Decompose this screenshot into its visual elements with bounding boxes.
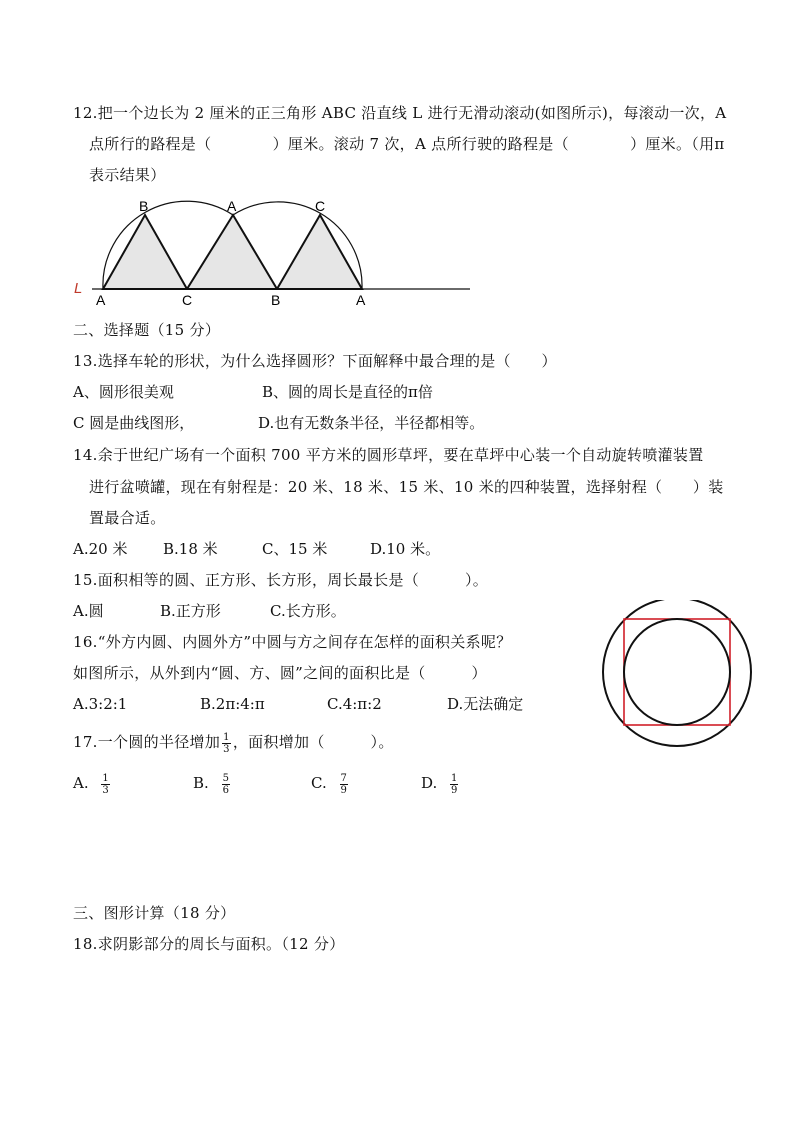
q17-option-c-label: C. xyxy=(311,774,327,792)
q15-option-a: A.圆 xyxy=(73,602,104,620)
q17-option-d-num: 1 xyxy=(451,772,458,784)
shaded-triangle-2 xyxy=(187,215,277,289)
q13-question: 13.选择车轮的形状，为什么选择圆形？下面解释中最合理的是（ ） xyxy=(73,352,557,370)
q18-question: 18.求阴影部分的周长与面积。（12 分） xyxy=(73,935,345,953)
q17-option-c-num: 7 xyxy=(340,772,347,784)
q12-line3: 表示结果） xyxy=(89,166,166,184)
q17-option-a-den: 3 xyxy=(102,784,109,796)
q12-line2: 点所行的路程是（ ）厘米。滚动 7 次，A 点所行驶的路程是（ ）厘米。（用π xyxy=(89,135,725,153)
bottom-label-a1: A xyxy=(96,292,106,308)
inner-circle xyxy=(624,619,730,725)
line-label-l: L xyxy=(74,280,83,297)
q17-suffix: ，面积增加（ ）。 xyxy=(232,733,394,751)
q17-frac-den: 3 xyxy=(223,743,230,755)
bottom-label-a2: A xyxy=(356,292,366,308)
q13-option-d: D.也有无数条半径，半径都相等。 xyxy=(258,414,485,432)
q17-option-a-label: A. xyxy=(73,774,89,792)
bottom-label-b: B xyxy=(271,292,281,308)
q17-option-c-den: 9 xyxy=(340,784,347,796)
q15-option-c: C.长方形。 xyxy=(270,602,346,620)
q13-option-a: A、圆形很美观 xyxy=(73,383,174,401)
shaded-triangle-1 xyxy=(103,215,187,289)
q15-question: 15.面积相等的圆、正方形、长方形，周长最长是（ ）。 xyxy=(73,571,489,589)
q17-option-a xyxy=(73,770,112,796)
rolling-triangle-figure xyxy=(70,195,480,310)
q16-option-c: C.4:π:2 xyxy=(327,695,382,713)
top-label-b: B xyxy=(139,198,149,214)
q14-line3: 置最合适。 xyxy=(89,509,166,527)
q17-option-b-frac xyxy=(222,773,230,796)
q17-option-d-label: D. xyxy=(421,774,438,792)
section2-title: 二、选择题（15 分） xyxy=(73,321,221,339)
q16-option-d: D.无法确定 xyxy=(447,695,524,713)
q16-line2: 如图所示，从外到内“圆、方、圆”之间的面积比是（ ） xyxy=(73,664,487,682)
q14-line1: 14.余于世纪广场有一个面积 700 平方米的圆形草坪，要在草坪中心装一个自动旋转喷灌装置 xyxy=(73,446,704,464)
q14-option-d: D.10 米。 xyxy=(370,540,441,558)
q17-option-d-den: 9 xyxy=(451,784,458,796)
q17-option-b-num: 5 xyxy=(222,772,229,784)
q13-option-c: C 圆是曲线图形， xyxy=(73,414,195,432)
bottom-label-c: C xyxy=(182,292,193,308)
q17-option-d-frac xyxy=(450,773,458,796)
q14-option-b: B.18 米 xyxy=(163,540,218,558)
q17-option-b xyxy=(193,770,232,796)
q17-prefix: 17.一个圆的半径增加 xyxy=(73,733,221,751)
q12-line1: 12.把一个边长为 2 厘米的正三角形 ABC 沿直线 L 进行无滑动滚动(如图所示)，每滚动一次，A xyxy=(73,104,727,122)
q14-line2: 进行盆喷罐，现在有射程是：20 米、18 米、15 米、10 米的四种装置，选择射程（ ）装 xyxy=(89,478,724,496)
top-label-c: C xyxy=(315,198,326,214)
q17-frac-num: 1 xyxy=(223,731,230,743)
q17-option-c xyxy=(311,770,350,796)
top-label-a: A xyxy=(227,198,237,214)
q17-question xyxy=(73,730,394,754)
q14-option-a: A.20 米 xyxy=(73,540,128,558)
q16-line1: 16.“外方内圆、内圆外方”中圆与方之间存在怎样的面积关系呢？ xyxy=(73,633,512,651)
q17-option-a-frac xyxy=(101,773,109,796)
q16-option-a: A.3:2:1 xyxy=(73,695,128,713)
q17-option-a-num: 1 xyxy=(102,772,109,784)
q13-option-b: B、圆的周长是直径的π倍 xyxy=(262,383,433,401)
q15-option-b: B.正方形 xyxy=(160,602,221,620)
q17-option-d xyxy=(421,770,460,796)
section3-title: 三、图形计算（18 分） xyxy=(73,904,236,922)
q17-fraction xyxy=(222,732,231,755)
q16-option-b: B.2π:4:π xyxy=(200,695,265,713)
q17-option-b-den: 6 xyxy=(222,784,229,796)
shaded-triangle-3 xyxy=(277,215,362,289)
q17-option-c-frac xyxy=(340,773,348,796)
q14-option-c: C、15 米 xyxy=(262,540,328,558)
circle-square-circle-figure xyxy=(600,600,754,754)
q17-option-b-label: B. xyxy=(193,774,209,792)
